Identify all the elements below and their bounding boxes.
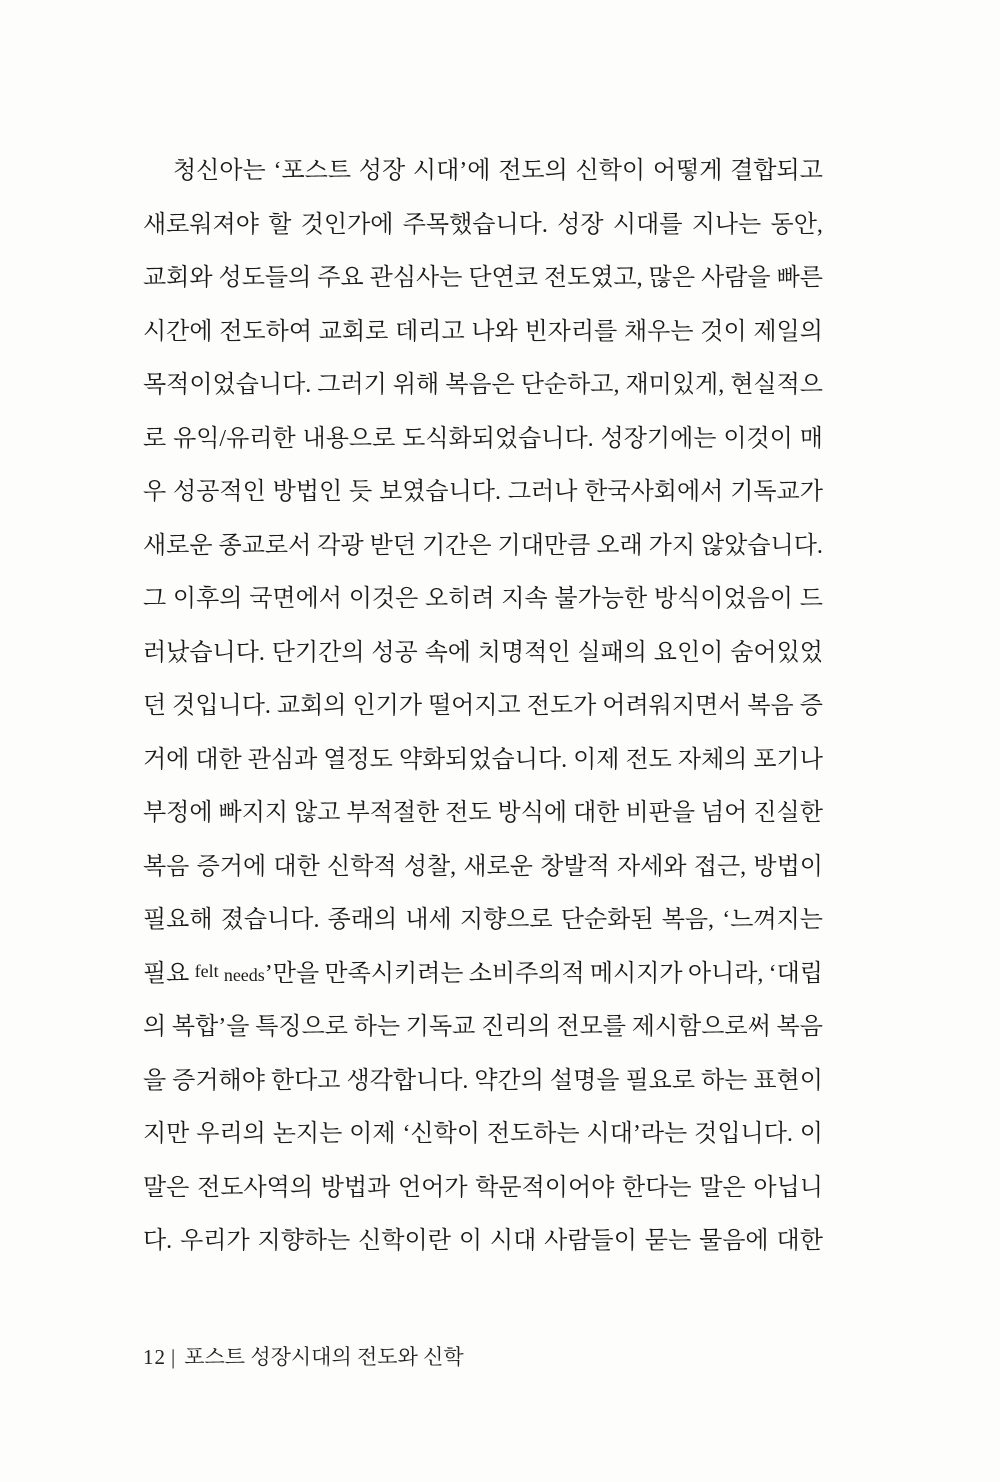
text-line: 다. 우리가 지향하는 신학이란 이 시대 사람들이 묻는 물음에 대한 (143, 1228, 823, 1255)
body-paragraph (143, 141, 823, 1265)
text-line: 교회와 성도들의 주요 관심사는 단연코 전도였고, 많은 사람을 빠른 (143, 265, 823, 292)
text-line: 로 유익/유리한 내용으로 도식화되었습니다. 성장기에는 이것이 매 (143, 425, 823, 452)
text-line: 지만 우리의 논지는 이제 ‘신학이 전도하는 시대’라는 것입니다. 이 (143, 1121, 823, 1148)
text-line: 새로워져야 할 것인가에 주목했습니다. 성장 시대를 지나는 동안, (143, 211, 823, 238)
text-line: 필요해 졌습니다. 종래의 내세 지향으로 단순화된 복음, ‘느껴지는 (143, 907, 823, 934)
running-title: 포스트 성장시대의 전도와 신학 (184, 1345, 464, 1369)
text-line: 거에 대한 관심과 열정도 약화되었습니다. 이제 전도 자체의 포기나 (143, 746, 823, 773)
text-line: 부정에 빠지지 않고 부적절한 전도 방식에 대한 비판을 넘어 진실한 (143, 800, 823, 827)
text-line: 그 이후의 국면에서 이것은 오히려 지속 불가능한 방식이었음이 드 (143, 586, 823, 613)
text-line: 새로운 종교로서 각광 받던 기간은 기대만큼 오래 가지 않았습니다. (143, 532, 823, 559)
text-line: 러났습니다. 단기간의 성공 속에 치명적인 실패의 요인이 숨어있었 (143, 639, 823, 666)
text-line: 던 것입니다. 교회의 인기가 떨어지고 전도가 어려워지면서 복음 증 (143, 693, 823, 720)
latin-gloss: needs (223, 964, 265, 985)
footer-separator: | (171, 1345, 176, 1369)
text-line: 말은 전도사역의 방법과 언어가 학문적이어야 한다는 말은 아닙니 (143, 1174, 823, 1201)
text-line: 복음 증거에 대한 신학적 성찰, 새로운 창발적 자세와 접근, 방법이 (143, 853, 823, 880)
text-line: 필요 felt needs’만을 만족시키려는 소비주의적 메시지가 아니라, ‘대립 (143, 960, 823, 987)
text-line: 목적이었습니다. 그러기 위해 복음은 단순하고, 재미있게, 현실적으 (143, 372, 823, 399)
page-footer (143, 1341, 464, 1371)
text-line: 우 성공적인 방법인 듯 보였습니다. 그러나 한국사회에서 기독교가 (143, 479, 823, 506)
text-line: 시간에 전도하여 교회로 데리고 나와 빈자리를 채우는 것이 제일의 (143, 318, 823, 345)
latin-gloss: felt (194, 960, 219, 981)
text-line: 을 증거해야 한다고 생각합니다. 약간의 설명을 필요로 하는 표현이 (143, 1067, 823, 1094)
text-line: 청신아는 ‘포스트 성장 시대’에 전도의 신학이 어떻게 결합되고 (173, 158, 823, 185)
text-line: 의 복합’을 특징으로 하는 기독교 진리의 전모를 제시함으로써 복음 (143, 1014, 823, 1041)
page-number: 12 (143, 1345, 166, 1369)
